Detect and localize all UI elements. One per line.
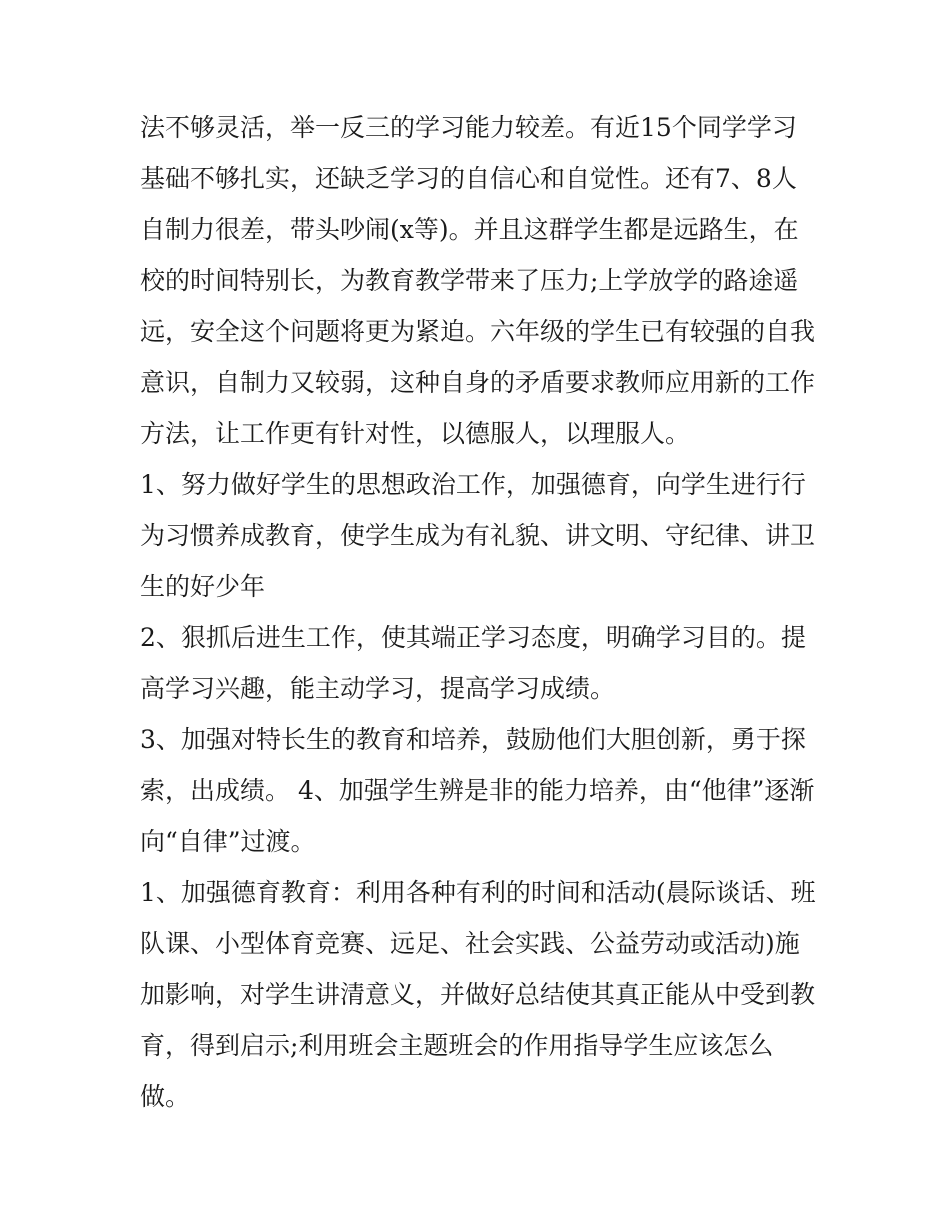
text-line: 方法，让工作更有针对性，以德服人，以理服人。 <box>140 419 691 448</box>
text-line: 为习惯养成教育，使学生成为有礼貌、讲文明、守纪律、讲卫 <box>140 521 816 550</box>
text-line: 队课、小型体育竞赛、远足、社会实践、公益劳动或活动)施 <box>140 929 800 958</box>
text-line: 加影响，对学生讲清意义，并做好总结使其真正能从中受到教 <box>140 980 816 1009</box>
text-line: 校的时间特别长，为教育教学带来了压力;上学放学的路途遥 <box>140 266 799 295</box>
document-body <box>140 102 820 1122</box>
text-line: 育，得到启示;利用班会主题班会的作用指导学生应该怎么 <box>140 1031 774 1060</box>
text-line: 向“自律”过渡。 <box>140 827 316 856</box>
text-line: 高学习兴趣，能主动学习，提高学习成绩。 <box>140 674 616 703</box>
text-line: 1、努力做好学生的思想政治工作，加强德育，向学生进行行 <box>140 470 806 499</box>
text-line: 远，安全这个问题将更为紧迫。六年级的学生已有较强的自我 <box>140 317 816 346</box>
text-line: 1、加强德育教育：利用各种有利的时间和活动(晨际谈话、班 <box>140 878 816 907</box>
text-line: 2、狠抓后进生工作，使其端正学习态度，明确学习目的。提 <box>140 623 806 652</box>
text-line: 做。 <box>140 1082 191 1111</box>
text-line: 生的好少年 <box>140 572 266 601</box>
text-line: 3、加强对特长生的教育和培养，鼓励他们大胆创新，勇于探 <box>140 725 806 754</box>
text-line: 基础不够扎实，还缺乏学习的自信心和自觉性。还有7、8人 <box>140 164 797 193</box>
text-line: 法不够灵活，举一反三的学习能力较差。有近15个同学学习 <box>140 113 797 142</box>
text-line: 自制力很差，带头吵闹(x等)。并且这群学生都是远路生，在 <box>140 215 799 244</box>
text-line: 索，出成绩。 4、加强学生辨是非的能力培养，由“他律”逐渐 <box>140 776 815 805</box>
text-line: 意识，自制力又较弱，这种自身的矛盾要求教师应用新的工作 <box>140 368 816 397</box>
